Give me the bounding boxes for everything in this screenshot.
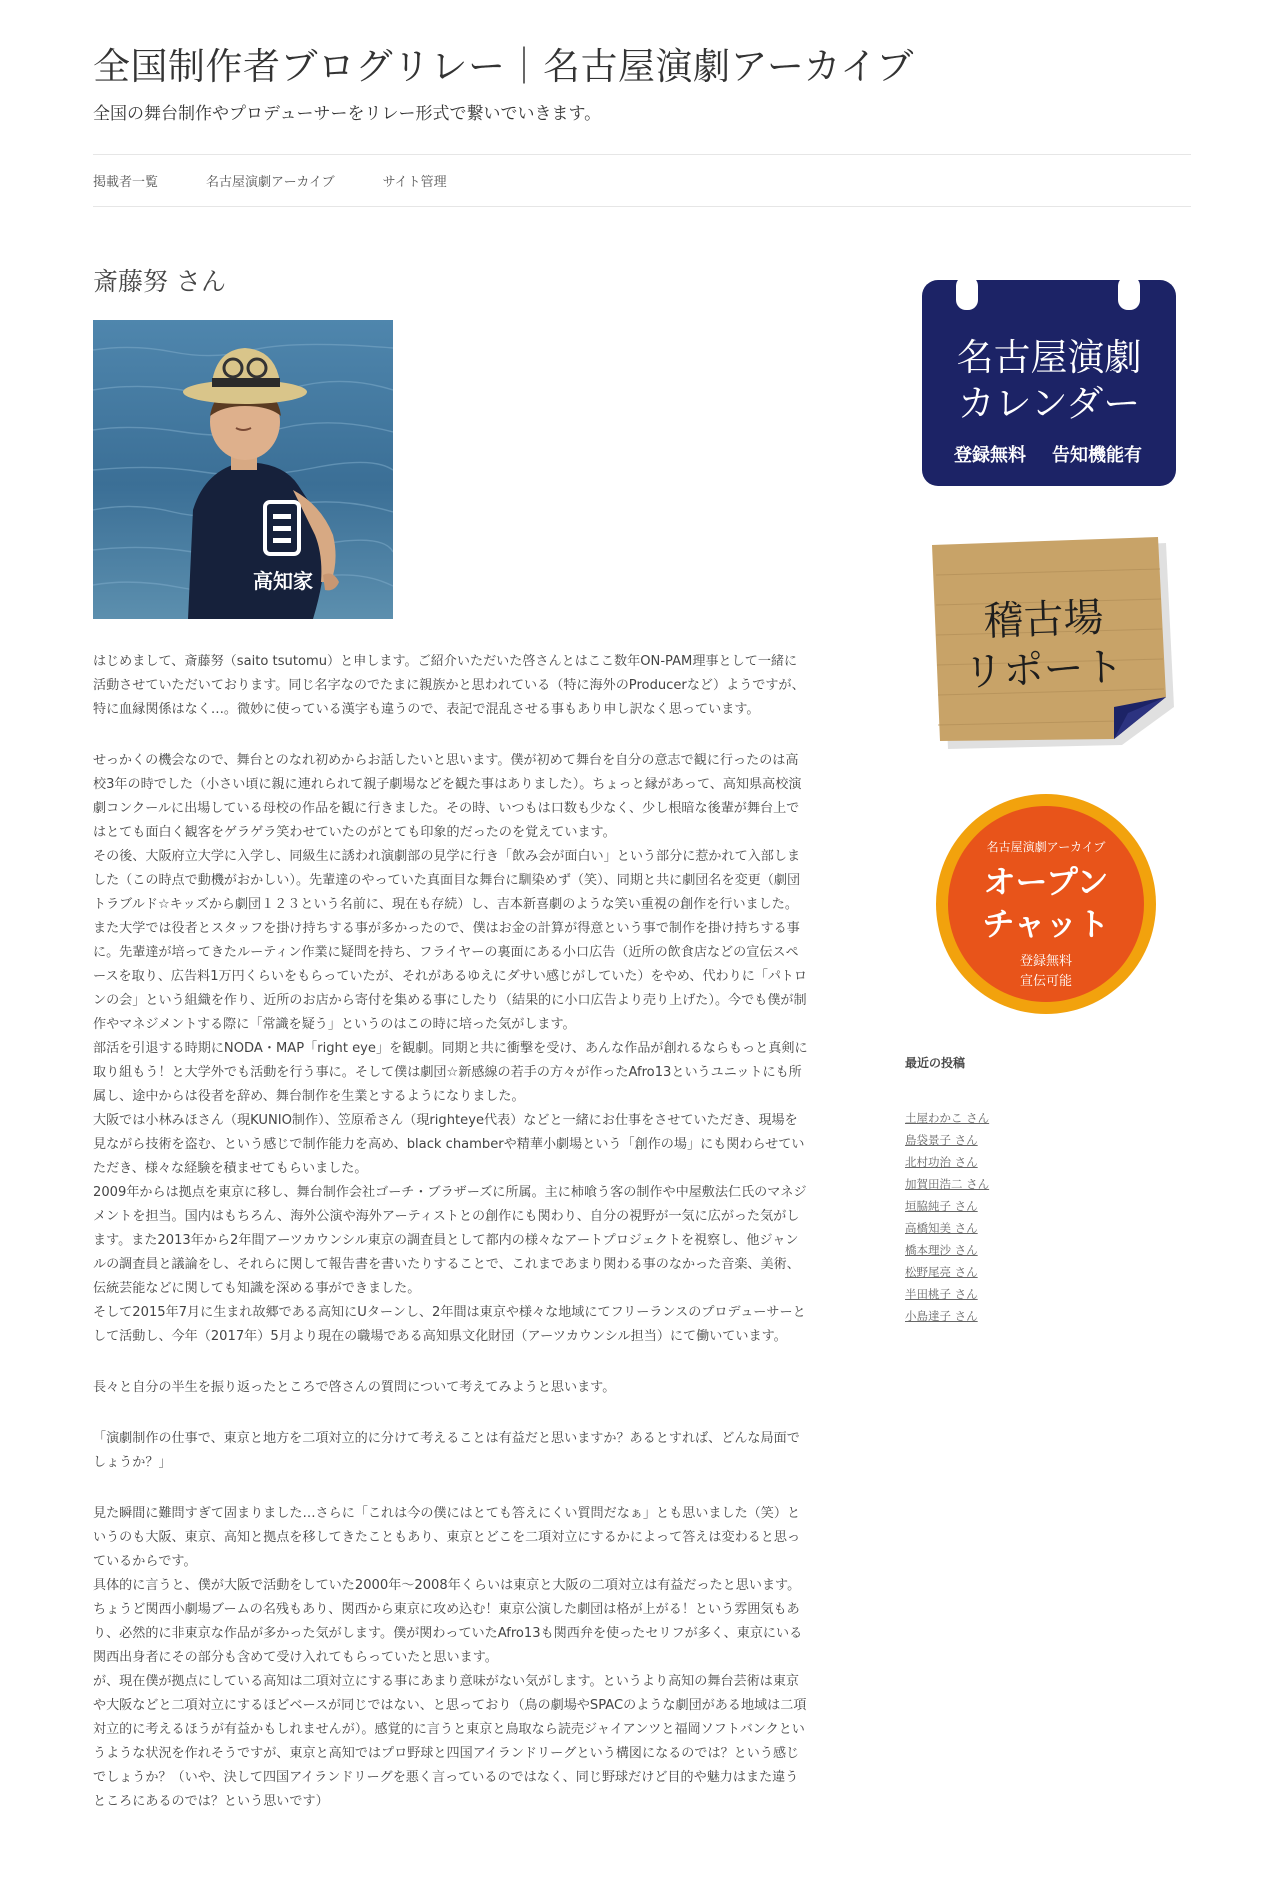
calendar-title-line2: カレンダー	[957, 382, 1141, 425]
chat-archive-label: 名古屋演劇アーカイブ	[986, 840, 1106, 854]
shirt-text: 高知家	[253, 569, 313, 593]
post-content	[93, 650, 808, 1841]
post-paragraph: せっかくの機会なので、舞台とのなれ初めからお話したいと思います。僕が初めて舞台を自分の意志で観に行ったのは高校3年の時でした（小さい頃に親に連れられて親子劇場などを観た事はありました）。ちょっと縁があって、高知県高校演劇コンクールに出場している母校の作品を観に行きました。その時、いつもは口数も少なく、少し根暗な後輩が舞台上ではとても面白く観客をゲラゲラ笑わせていたのがとても印象的だったのを覚えています。 その後、大阪府立大学に入学し、同級生に誘われ演劇部の見学に行き「飲み会が面白い」という部分に惹かれて入部しました（この時点で動機がおかしい）。先輩達のやっていた真面目な舞台に馴染めず（笑）、同期と共に劇団名を変更（劇団トラブルド☆キッズから劇団１２３という名前に、現在も存続）し、吉本新喜劇のような笑い重視の創作を行いました。また大学では役者とスタッフを掛け持ちする事が多かったので、僕はお金の計算が得意という事で制作を掛け持ちする事に。先輩達が培ってきたルーティン作業に疑問を持ち、フライヤーの裏面にある小口広告（近所の飲食店などの宣伝スペースを取り、広告料1万円くらいをもらっていたが、それがあるゆえにダサい感じがしていた）をやめ、代わりに「パトロンの会」という組織を作り、近所のお店から寄付を集める事にしたり（結果的に小口広告より売り上げた）。今でも僕が制作やマネジメントする際に「常識を疑う」というのはこの時に培った気がします。 部活を引退する時期にNODA・MAP「right eye」を観劇。同期と共に衝撃を受け、あんな作品が創れるならもっと真剣に取り組もう！と大学外でも活動を行う事に。そして僕は劇団☆新感線の若手の方々が作ったAfro13というユニットにも所属し、途中からは役者を辞め、舞台制作を生業とするようになりました。 大阪では小林みほさん（現KUNIO制作）、笠原希さん（現righteye代表）などと一緒にお仕事をさせていただき、現場を見ながら技術を盗む、という感じで制作能力を高め、black chamberや精華小劇場という「創作の場」にも関わらせていただき、様々な経験を積ませてもらいました。 2009年からは拠点を東京に移し、舞台制作会社ゴーチ・ブラザーズに所属。主に柿喰う客の制作や中屋敷法仁氏のマネジメントを担当。国内はもちろん、海外公演や海外アーティストとの創作にも関わり、自分の視野が一気に広がった気がします。また2013年から2年間アーツカウンシル東京の調査員として都内の様々なアートプロジェクトを視察し、他ジャンルの調査員と議論をし、それらに関して報告書を書いたりすることで、これまであまり関わる事のなかった音楽、美術、伝統芸能などに関しても知識を深める事ができました。 そして2015年7月に生まれ故郷である高知にUターンし、2年間は東京や様々な地域にてフリーランスのプロデューサーとして活動し、今年（2017年）5月より現在の職場である高知県文化財団（アーツカウンシル担当）にて働いています。	[93, 753, 808, 1344]
list-item	[905, 1128, 989, 1150]
open-chat-banner[interactable]	[935, 793, 1157, 1015]
list-item	[905, 1150, 989, 1172]
nav-item-site-admin[interactable]: サイト管理	[382, 175, 447, 190]
calendar-title-line1: 名古屋演劇	[956, 336, 1142, 379]
post-paragraph: はじめまして、斎藤努（saito tsutomu）と申します。ご紹介いただいた啓さんとはここ数年ON-PAM理事として一緒に活動させていただいております。同じ名字なのでたまに親族かと思われている（特に海外のProducerなど）ようですが、特に血縁関係はなく…。微妙に使っている漢字も違うので、表記で混乱させる事もあり申し訳なく思っています。	[93, 654, 805, 717]
site-description: 全国の舞台制作やプロデューサーをリレー形式で繋いでいきます。	[93, 104, 602, 124]
recent-post-link[interactable]: 垣脇純子 さん	[905, 1199, 978, 1213]
recent-post-link[interactable]: 小島達子 さん	[905, 1309, 978, 1323]
post-title: 斎藤努 さん	[93, 267, 226, 296]
report-title-line2: リポート	[962, 644, 1125, 696]
list-item	[905, 1282, 989, 1304]
post-paragraph: 長々と自分の半生を振り返ったところで啓さんの質問について考えてみようと思います。	[93, 1380, 616, 1395]
list-item	[905, 1172, 989, 1194]
post-paragraph: 「演劇制作の仕事で、東京と地方を二項対立的に分けて考えることは有益だと思いますか？あるとすれば、どんな局面でしょうか？」	[93, 1431, 800, 1470]
recent-posts-list	[905, 1106, 989, 1326]
list-item	[905, 1238, 989, 1260]
list-item	[905, 1216, 989, 1238]
main-nav	[93, 154, 1191, 207]
nav-item-contributors[interactable]: 掲載者一覧	[93, 175, 159, 190]
calendar-tag-free: 登録無料	[954, 445, 1026, 466]
recent-post-link[interactable]: 高橋知美 さん	[905, 1221, 978, 1235]
list-item	[905, 1194, 989, 1216]
nav-item-nagoya-archive[interactable]: 名古屋演劇アーカイブ	[206, 175, 335, 190]
chat-title-line1: オープン	[983, 863, 1109, 901]
recent-post-link[interactable]: 土屋わかこ さん	[905, 1111, 990, 1125]
post-paragraph: 見た瞬間に難問すぎて固まりました…さらに「これは今の僕にはとても答えにくい質問だなぁ」とも思いました（笑）というのも大阪、東京、高知と拠点を移してきたこともあり、東京とどこを二項対立にするかによって答えは変わると思っているからです。 具体的に言うと、僕が大阪で活動をしていた2000年～2008年くらいは東京と大阪の二項対立は有益だったと思います。ちょうど関西小劇場ブームの名残もあり、関西から東京に攻め込む！東京公演した劇団は格が上がる！という雰囲気もあり、必然的に非東京な作品が多かった気がします。僕が関わっていたAfro13も関西弁を使ったセリフが多く、東京にいる関西出身者にその部分も含めて受け入れてもらっていたと思います。 が、現在僕が拠点にしている高知は二項対立にする事にあまり意味がない気がします。というより高知の舞台芸術は東京や大阪などと二項対立にするほどベースが同じではない、と思っており（鳥の劇場やSPACのような劇団がある地域は二項対立的に考えるほうが有益かもしれませんが）。感覚的に言うと東京と鳥取なら読売ジャイアンツと福岡ソフトバンクというような状況を作れそうですが、東京と高知ではプロ野球と四国アイランドリーグという構図になるのでは？という感じでしょうか？（いや、決して四国アイランドリーグを悪く言っているのではなく、同じ野球だけど目的や魅力はまた違うところにあるのでは？という思いです）	[93, 1506, 807, 1809]
list-item	[905, 1304, 989, 1326]
nagoya-theater-calendar-banner[interactable]	[920, 278, 1178, 488]
chat-title-line2: チャット	[982, 905, 1110, 943]
list-item	[905, 1260, 989, 1282]
calendar-tag-notice: 告知機能有	[1052, 445, 1142, 466]
recent-post-link[interactable]: 加賀田浩二 さん	[905, 1177, 990, 1191]
report-title-line1: 稽古場	[982, 594, 1105, 646]
chat-sub-ad: 宣伝可能	[1019, 974, 1073, 989]
recent-post-link[interactable]: 島袋景子 さん	[905, 1133, 978, 1147]
recent-post-link[interactable]: 橋本理沙 さん	[905, 1243, 978, 1257]
recent-post-link[interactable]: 松野尾亮 さん	[905, 1265, 978, 1279]
chat-sub-free: 登録無料	[1019, 954, 1073, 969]
rehearsal-report-banner[interactable]	[918, 535, 1180, 749]
author-photo-image	[93, 320, 393, 619]
recent-posts-title: 最近の投稿	[905, 1056, 966, 1070]
author-photo	[93, 320, 393, 619]
recent-post-link[interactable]: 北村功治 さん	[905, 1155, 978, 1169]
list-item	[905, 1106, 989, 1128]
recent-post-link[interactable]: 半田桃子 さん	[905, 1287, 978, 1301]
site-title[interactable]: 全国制作者ブログリレー｜名古屋演劇アーカイブ	[93, 45, 914, 88]
